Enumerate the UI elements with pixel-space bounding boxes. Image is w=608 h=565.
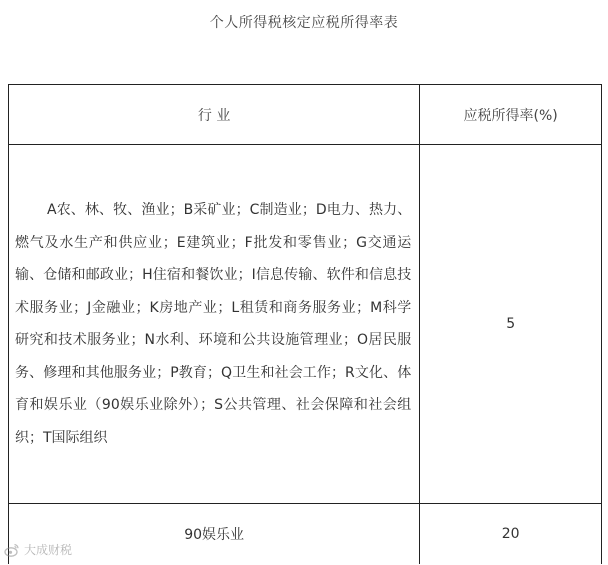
table-header-row [9,85,602,145]
rate-column-header: 应税所得率(%) [420,85,602,145]
industry-cell [9,145,420,504]
table-row [9,145,602,504]
table-row [9,504,602,565]
industry-column-header: 行 业 [9,85,420,145]
weibo-logo-icon [4,542,20,558]
watermark-text: 大成财税 [24,543,73,557]
industry-list-text: A农、林、牧、渔业；B采矿业；C制造业；D电力、热力、燃气及水生产和供应业；E建筑业；F批发和零售业；G交通运输、仓储和邮政业；H住宿和餐饮业；I信息传输、软件和信息技术服务业；J金融业；K房地产业；L租赁和商务服务业；M科学研究和技术服务业；N水利、环境和公共设施管理业；O居民服务、修理和其他服务业；P教育；Q卫生和社会工作；R文化、体育和娱乐业（90娱乐业除外）；S公共管理、社会保障和社会组织；T国际组织 [15,202,412,446]
industry-cell: 90娱乐业 [9,504,420,565]
rate-cell: 20 [420,504,602,565]
rate-cell: 5 [420,145,602,504]
page-title: 个人所得税核定应税所得率表 [209,15,399,31]
watermark [4,541,72,558]
tax-rate-table [8,84,602,564]
